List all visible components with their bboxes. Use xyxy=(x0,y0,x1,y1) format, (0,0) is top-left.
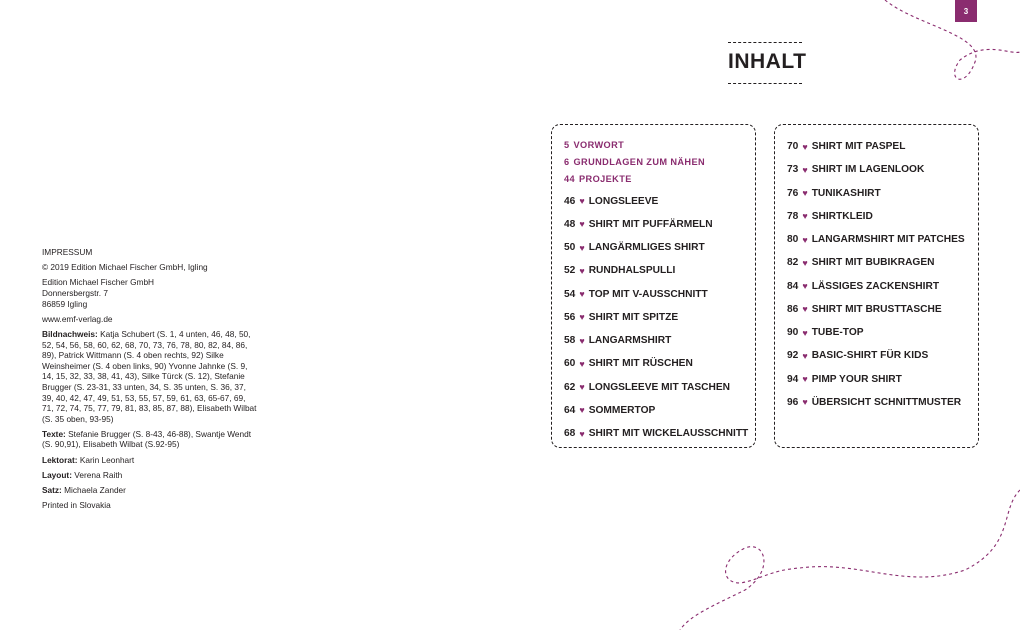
toc-label: TUBE-TOP xyxy=(811,327,864,339)
impressum-city: 86859 Igling xyxy=(42,298,88,309)
toc-page: 48 xyxy=(564,218,576,230)
impressum-heading: IMPRESSUM xyxy=(42,247,93,257)
heart-icon: ♥ xyxy=(579,335,585,346)
title-rule-top xyxy=(728,42,802,43)
toc-label: SHIRT IM LAGENLOOK xyxy=(811,164,925,176)
heart-icon: ♥ xyxy=(579,265,585,276)
toc-item[interactable] xyxy=(787,182,965,205)
toc-page: 70 xyxy=(787,141,799,153)
impressum-bildnachweis xyxy=(42,329,257,424)
toc-item[interactable] xyxy=(787,391,965,414)
toc-page: 82 xyxy=(787,257,799,269)
layout-text: Verena Raith xyxy=(74,469,123,480)
heart-icon: ♥ xyxy=(802,350,808,361)
toc-page: 92 xyxy=(787,350,799,362)
heart-icon: ♥ xyxy=(579,358,585,369)
toc-page: 86 xyxy=(787,303,799,315)
toc-page: 76 xyxy=(787,187,799,199)
toc-label: VORWORT xyxy=(573,139,625,150)
toc-label: PIMP YOUR SHIRT xyxy=(811,373,902,385)
heart-icon: ♥ xyxy=(802,397,808,408)
heart-icon: ♥ xyxy=(802,234,808,245)
toc-section[interactable] xyxy=(564,153,748,170)
toc-label: LANGARMSHIRT xyxy=(588,335,672,347)
title-rule-bottom xyxy=(728,83,802,84)
toc-label: SHIRTKLEID xyxy=(811,210,873,222)
toc-label: SHIRT MIT PUFFÄRMELN xyxy=(588,218,713,230)
toc-box-left xyxy=(551,124,756,448)
bildnachweis-label: Bildnachweis: xyxy=(42,328,98,339)
toc-page: 90 xyxy=(787,327,799,339)
impressum-printed: Printed in Slovakia xyxy=(42,500,111,511)
heart-icon: ♥ xyxy=(579,289,585,300)
impressum-street: Donnersbergstr. 7 xyxy=(42,287,108,298)
toc-page: 44 xyxy=(564,173,576,184)
page-title: INHALT xyxy=(728,50,807,73)
heart-icon: ♥ xyxy=(802,188,808,199)
lektorat-label: Lektorat: xyxy=(42,454,78,465)
title-block xyxy=(728,42,807,84)
toc-label: PROJEKTE xyxy=(579,173,632,184)
toc-item[interactable] xyxy=(787,298,965,321)
impressum-satz xyxy=(42,485,257,496)
impressum-texte xyxy=(42,429,257,450)
toc-page: 5 xyxy=(564,139,570,150)
toc-page: 84 xyxy=(787,280,799,292)
toc-page: 56 xyxy=(564,311,576,323)
toc-label: ÜBERSICHT SCHNITTMUSTER xyxy=(811,396,962,408)
toc-label: RUNDHALSPULLI xyxy=(588,265,676,277)
toc-page: 78 xyxy=(787,210,799,222)
toc-label: GRUNDLAGEN ZUM NÄHEN xyxy=(573,156,706,167)
toc-item[interactable] xyxy=(787,275,965,298)
toc-item[interactable] xyxy=(787,158,965,181)
heart-icon: ♥ xyxy=(579,196,585,207)
toc-box-right xyxy=(774,124,979,448)
bildnachweis-text: Katja Schubert (S. 1, 4 unten, 46, 48, 50, 52, 54, 56, 58, 60, 62, 68, 70, 73, 76, 78, 80, 82, 84, 86, 89), Patrick Wittmann (S. 4 oben rechts, 92) Silke Weinsheimer (S. 4 oben links, 90) Yvonne Jahnke (S. 9, 14, 15, 32, 33, 38, 41, 43), Silke Türck (S. 12), Stefanie Brugger (S. 23-31, 33 unten, 34, S. 35 unten, S. 36, 37, 39, 40, 42, 47, 49, 51, 53, 55, 57, 59, 61, 63, 65-67, 69, 71, 72, 74, 75, 77, 79, 81, 83, 85, 87, 88), Elisabeth Wilbat (S. 35 oben, 93-95) xyxy=(42,328,257,424)
heart-icon: ♥ xyxy=(579,382,585,393)
toc-label: LONGSLEEVE MIT TASCHEN xyxy=(588,381,730,393)
toc-item[interactable] xyxy=(564,422,748,445)
toc-label: LANGARMSHIRT MIT PATCHES xyxy=(811,234,965,246)
lektorat-text: Karin Leonhart xyxy=(79,454,135,465)
toc-page: 58 xyxy=(564,335,576,347)
toc-item[interactable] xyxy=(787,344,965,367)
toc-item[interactable] xyxy=(787,251,965,274)
toc-item[interactable] xyxy=(564,283,748,306)
toc-section[interactable] xyxy=(564,136,748,153)
toc-label: SHIRT MIT BUBIKRAGEN xyxy=(811,257,935,269)
toc-label: SHIRT MIT PASPEL xyxy=(811,141,906,153)
toc-page: 50 xyxy=(564,242,576,254)
toc-label: LÄSSIGES ZACKENSHIRT xyxy=(811,280,940,292)
toc-label: TOP MIT V-AUSSCHNITT xyxy=(588,288,708,300)
toc-label: LONGSLEEVE xyxy=(588,195,659,207)
toc-label: TUNIKASHIRT xyxy=(811,187,881,199)
toc-page: 80 xyxy=(787,234,799,246)
toc-page: 64 xyxy=(564,404,576,416)
heart-icon: ♥ xyxy=(802,327,808,338)
toc-page: 96 xyxy=(787,396,799,408)
impressum-lektorat xyxy=(42,455,257,466)
satz-label: Satz: xyxy=(42,485,62,496)
toc-page: 52 xyxy=(564,265,576,277)
heart-icon: ♥ xyxy=(579,312,585,323)
heart-icon: ♥ xyxy=(579,242,585,253)
toc-list-left xyxy=(564,136,748,445)
impressum xyxy=(42,247,257,515)
toc-item[interactable] xyxy=(564,376,748,399)
impressum-layout xyxy=(42,470,257,481)
heart-icon: ♥ xyxy=(802,257,808,268)
toc-list-right xyxy=(787,135,965,414)
heart-icon: ♥ xyxy=(802,304,808,315)
toc-label: SHIRT MIT RÜSCHEN xyxy=(588,358,693,370)
toc-item[interactable] xyxy=(564,352,748,375)
texte-label: Texte: xyxy=(42,428,66,439)
heart-icon: ♥ xyxy=(579,405,585,416)
toc-item[interactable] xyxy=(787,228,965,251)
toc-item[interactable] xyxy=(787,368,965,391)
heart-icon: ♥ xyxy=(802,164,808,175)
impressum-copyright: © 2019 Edition Michael Fischer GmbH, Igling xyxy=(42,262,208,273)
heart-icon: ♥ xyxy=(802,211,808,222)
texte-text: Stefanie Brugger (S. 8-43, 46-88), Swantje Wendt (S. 90,91), Elisabeth Wilbat (S.92-95) xyxy=(42,428,252,450)
toc-item[interactable] xyxy=(564,213,748,236)
impressum-address xyxy=(42,277,257,309)
toc-item[interactable] xyxy=(787,321,965,344)
toc-label: BASIC-SHIRT FÜR KIDS xyxy=(811,350,929,362)
toc-page: 68 xyxy=(564,428,576,440)
toc-item[interactable] xyxy=(787,205,965,228)
toc-item[interactable] xyxy=(564,399,748,422)
toc-page: 46 xyxy=(564,195,576,207)
impressum-website: www.emf-verlag.de xyxy=(42,313,113,324)
layout-label: Layout: xyxy=(42,469,72,480)
heart-icon: ♥ xyxy=(802,374,808,385)
toc-section[interactable] xyxy=(564,170,748,187)
toc-item[interactable] xyxy=(564,236,748,259)
toc-page: 6 xyxy=(564,156,570,167)
stitch-line-bottom-right xyxy=(680,490,1020,630)
toc-label: SHIRT MIT WICKELAUSSCHNITT xyxy=(588,428,749,440)
satz-text: Michaela Zander xyxy=(64,485,126,496)
toc-label: SHIRT MIT SPITZE xyxy=(588,311,679,323)
toc-item[interactable] xyxy=(564,190,748,213)
toc-page: 73 xyxy=(787,164,799,176)
toc-page: 62 xyxy=(564,381,576,393)
toc-page: 94 xyxy=(787,373,799,385)
toc-label: SHIRT MIT BRUSTTASCHE xyxy=(811,303,942,315)
toc-label: SOMMERTOP xyxy=(588,404,656,416)
toc-item[interactable] xyxy=(564,329,748,352)
heart-icon: ♥ xyxy=(579,428,585,439)
toc-item[interactable] xyxy=(564,306,748,329)
heart-icon: ♥ xyxy=(802,281,808,292)
toc-item[interactable] xyxy=(564,259,748,282)
impressum-publisher: Edition Michael Fischer GmbH xyxy=(42,277,155,288)
toc-label: LANGÄRMLIGES SHIRT xyxy=(588,242,705,254)
page-number-badge: 3 xyxy=(955,0,977,22)
heart-icon: ♥ xyxy=(579,219,585,230)
stitch-line-top-right xyxy=(885,0,1020,79)
toc-page: 60 xyxy=(564,358,576,370)
heart-icon: ♥ xyxy=(802,141,808,152)
toc-item[interactable] xyxy=(787,135,965,158)
toc-page: 54 xyxy=(564,288,576,300)
